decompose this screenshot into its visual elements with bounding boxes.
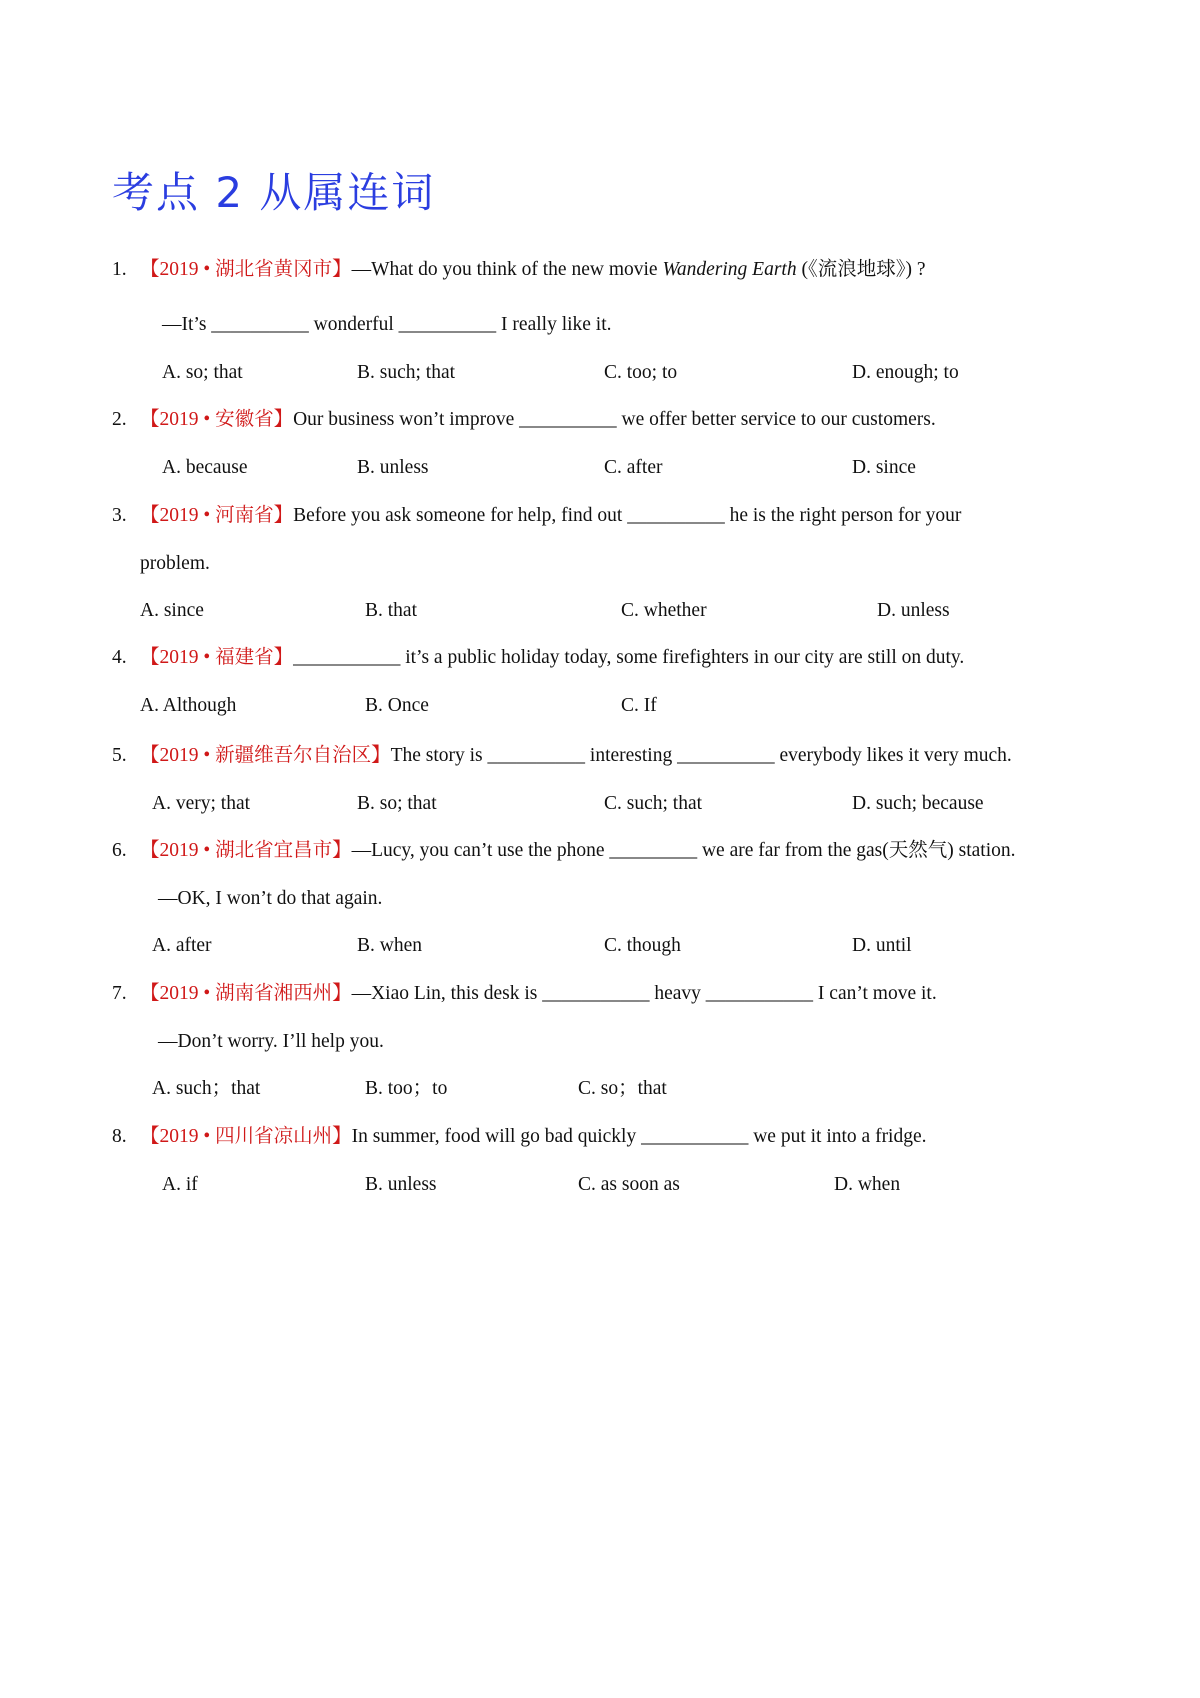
question-3-line2: problem. [140, 553, 210, 574]
question-1-source: 【2019 • 湖北省黄冈市】 [140, 259, 352, 280]
question-2-option-a: A. because [162, 457, 248, 478]
question-2-source: 【2019 • 安徽省】 [140, 409, 294, 430]
question-6-stem: 6. 【2019 • 湖北省宜昌市】—Lucy, you can’t use the phone _________ we are far from the gas(天然气) station. [112, 840, 1016, 861]
question-3-option-b: B. that [365, 600, 417, 621]
question-6-source: 【2019 • 湖北省宜昌市】 [140, 840, 352, 861]
page-title: 考点 2 从属连词 [112, 168, 436, 217]
question-5-option-d: D. such; because [852, 793, 984, 814]
question-4-stem: 4. 【2019 • 福建省】___________ it’s a public holiday today, some firefighters in our city are still on duty. [112, 647, 965, 668]
question-6-option-b: B. when [357, 935, 422, 956]
question-8-option-c: C. as soon as [578, 1174, 680, 1195]
question-2-option-b: B. unless [357, 457, 429, 478]
question-6-line2: —OK, I won’t do that again. [158, 888, 383, 909]
question-3-source: 【2019 • 河南省】 [140, 505, 294, 526]
question-3-stem: 3. 【2019 • 河南省】Before you ask someone for help, find out __________ he is the right person for your [112, 505, 962, 526]
question-1-option-a: A. so; that [162, 362, 243, 383]
question-8-option-b: B. unless [365, 1174, 437, 1195]
question-2-stem: 2. 【2019 • 安徽省】Our business won’t improve __________ we offer better service to our customers. [112, 409, 936, 430]
question-3-option-d: D. unless [877, 600, 950, 621]
question-6-option-c: C. though [604, 935, 681, 956]
question-8-option-d: D. when [834, 1174, 901, 1195]
question-5-option-a: A. very; that [152, 793, 251, 814]
question-4-source: 【2019 • 福建省】 [140, 647, 294, 668]
question-8-stem: 8. 【2019 • 四川省凉山州】In summer, food will go bad quickly ___________ we put it into a fridge. [112, 1126, 927, 1147]
question-5-source: 【2019 • 新疆维吾尔自治区】 [140, 745, 391, 766]
question-7-source: 【2019 • 湖南省湘西州】 [140, 983, 352, 1004]
question-7-option-a: A. such；that [152, 1078, 261, 1099]
question-1-option-c: C. too; to [604, 362, 678, 383]
question-1-stem: 1. 【2019 • 湖北省黄冈市】—What do you think of the new movie Wandering Earth (《流浪地球》) ? [112, 259, 926, 280]
question-4-option-c: C. If [621, 695, 657, 716]
question-1-option-d: D. enough; to [852, 362, 959, 383]
question-1-line2: —It’s __________ wonderful __________ I really like it. [162, 314, 612, 335]
question-4-option-b: B. Once [365, 695, 429, 716]
question-3-option-c: C. whether [621, 600, 707, 621]
question-7-option-b: B. too；to [365, 1078, 448, 1099]
question-4-option-a: A. Although [140, 695, 237, 716]
question-7-option-c: C. so；that [578, 1078, 667, 1099]
question-7-stem: 7. 【2019 • 湖南省湘西州】—Xiao Lin, this desk is ___________ heavy ___________ I can’t move it. [112, 983, 937, 1004]
question-6-option-a: A. after [152, 935, 212, 956]
question-7-line2: —Don’t worry. I’ll help you. [158, 1031, 384, 1052]
question-8-source: 【2019 • 四川省凉山州】 [140, 1126, 352, 1147]
question-2-option-d: D. since [852, 457, 916, 478]
question-5-option-b: B. so; that [357, 793, 437, 814]
question-3-option-a: A. since [140, 600, 204, 621]
question-5-option-c: C. such; that [604, 793, 703, 814]
question-5-stem: 5. 【2019 • 新疆维吾尔自治区】The story is __________ interesting __________ everybody likes it very much. [112, 745, 1012, 766]
question-2-option-c: C. after [604, 457, 663, 478]
question-1-option-b: B. such; that [357, 362, 456, 383]
question-6-option-d: D. until [852, 935, 912, 956]
question-8-option-a: A. if [162, 1174, 198, 1195]
